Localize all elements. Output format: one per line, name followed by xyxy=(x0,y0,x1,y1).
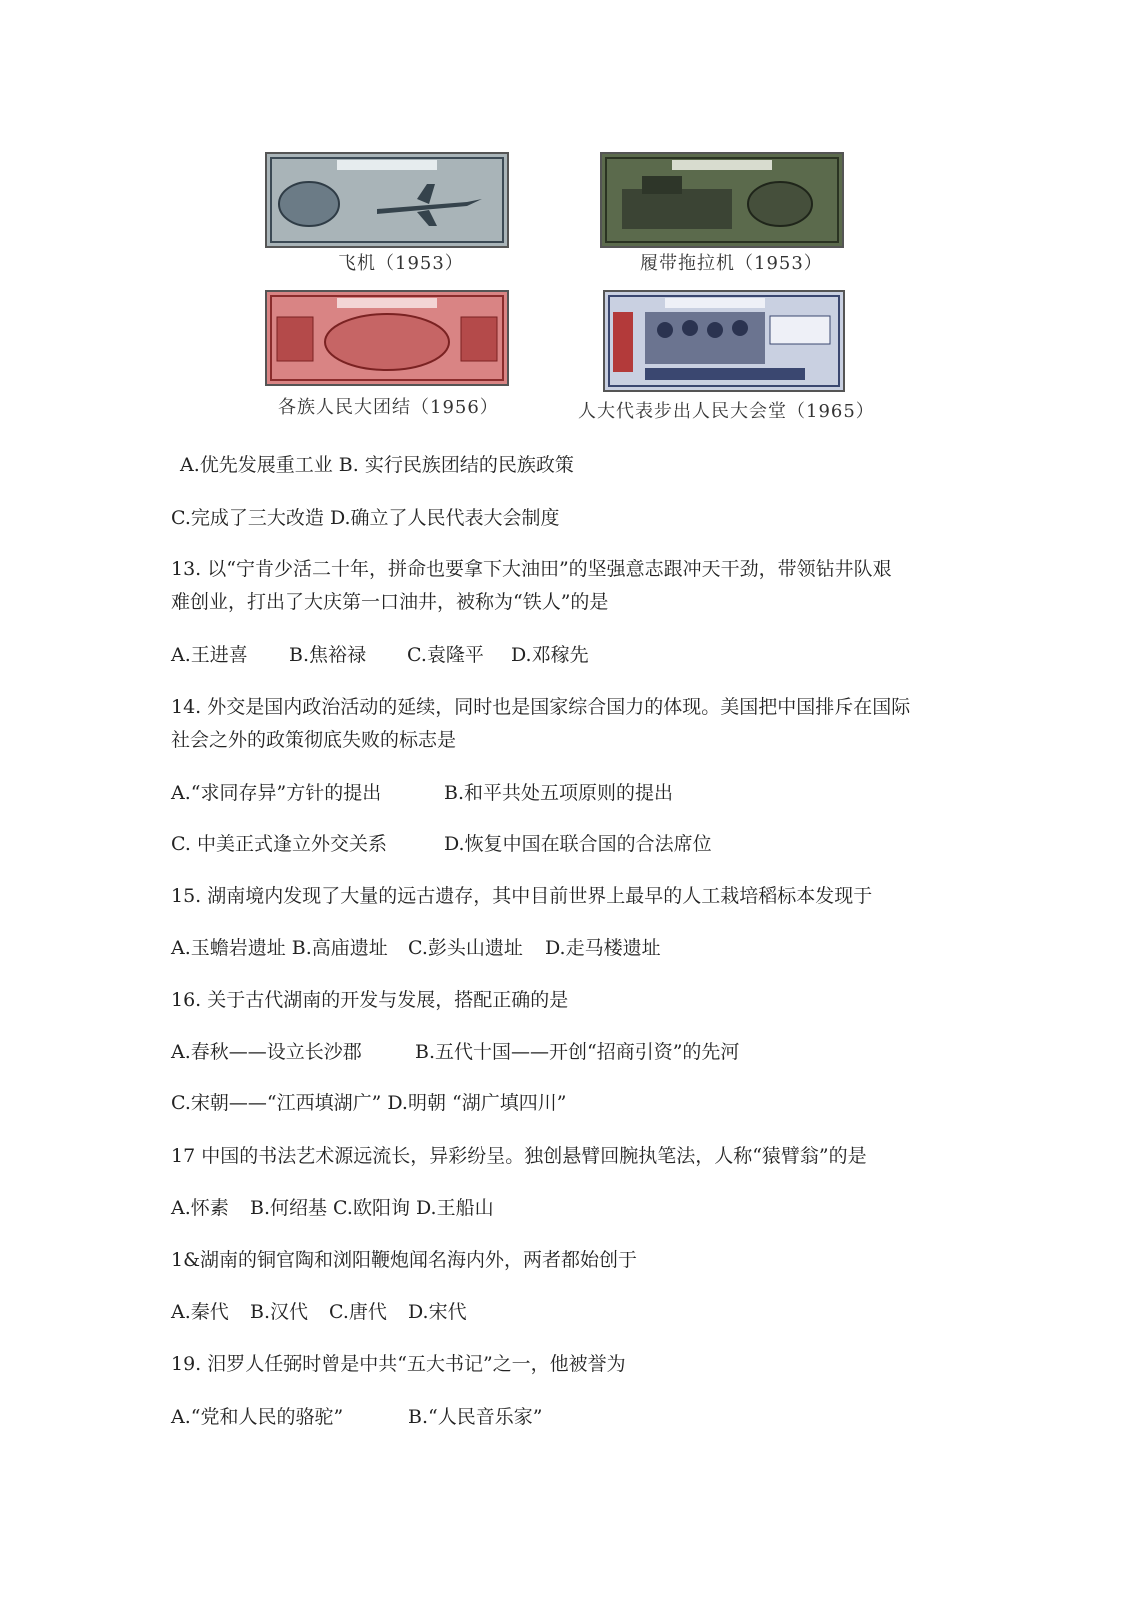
q15-option-ab: A.玉蟾岩遗址 B.高庙遗址 xyxy=(171,937,388,959)
q17-option-a: A.怀素 xyxy=(171,1197,229,1219)
q15-stem: 15. 湖南境内发现了大量的远古遗存，其中目前世界上最早的人工栽培稻标本发现于 xyxy=(171,885,873,907)
q14-options-cd xyxy=(171,829,712,856)
q13-option-b: B.焦裕禄 xyxy=(289,644,367,666)
q16-options-ab xyxy=(171,1037,739,1064)
q17-option-bcd: B.何绍基 C.欧阳询 D.王船山 xyxy=(250,1197,494,1219)
q13-option-c: C.袁隆平 xyxy=(407,644,484,666)
q19-option-a: A.“党和人民的骆驼” xyxy=(171,1406,344,1428)
q18-option-c: C.唐代 xyxy=(329,1301,387,1323)
q14-option-b: B.和平共处五项原则的提出 xyxy=(444,782,674,804)
q14-option-a: A.“求同存异”方针的提出 xyxy=(171,782,382,804)
q15-options xyxy=(171,933,661,960)
q18-option-b: B.汉代 xyxy=(250,1301,309,1323)
q16-stem: 16. 关于古代湖南的开发与发展，搭配正确的是 xyxy=(171,989,569,1011)
q13-stem-line1: 13. 以“宁肯少活二十年，拼命也要拿下大油田”的坚强意志跟冲天干劲，带领钻井队艰 xyxy=(171,558,892,580)
banknote-caption-4: 人大代表步出人民大会堂（1965） xyxy=(578,401,875,422)
q13-options xyxy=(171,640,589,667)
banknote-tractor-image xyxy=(600,152,844,248)
q14-stem-line2: 社会之外的政策彻底失败的标志是 xyxy=(171,729,457,751)
banknote-caption-3: 各族人民大团结（1956） xyxy=(278,397,499,418)
q14-stem-line1: 14. 外交是国内政治活动的延续，同时也是国家综合国力的体现。美国把中国排斥在国际 xyxy=(171,696,911,718)
q13-option-d: D.邓稼先 xyxy=(511,644,589,666)
q16-option-b: B.五代十国——开创“招商引资”的先河 xyxy=(415,1041,740,1063)
q18-stem: 1&湖南的铜官陶和浏阳鞭炮闻名海内外，两者都始创于 xyxy=(171,1249,638,1271)
q19-option-b: B.“人民音乐家” xyxy=(408,1406,543,1428)
banknote-airplane-image xyxy=(265,152,509,248)
q16-options-cd: C.宋朝——“江西填湖广” D.明朝 “湖广填四川” xyxy=(171,1092,567,1114)
q12-options-ab: A.优先发展重工业 B. 实行民族团结的民族政策 xyxy=(180,454,574,476)
q14-option-d: D.恢复中国在联合国的合法席位 xyxy=(444,833,712,855)
q15-option-d: D.走马楼遗址 xyxy=(545,937,661,959)
q14-options-ab xyxy=(171,778,673,805)
q19-options xyxy=(171,1402,542,1429)
q18-option-d: D.宋代 xyxy=(408,1301,467,1323)
banknote-caption-1: 飞机（1953） xyxy=(338,253,464,274)
banknote-unity-image xyxy=(265,290,509,386)
q18-option-a: A.秦代 xyxy=(171,1301,229,1323)
q13-stem-line2: 难创业，打出了大庆第一口油井，被称为“铁人”的是 xyxy=(171,591,609,613)
q13-option-a: A.王进喜 xyxy=(171,644,248,666)
q17-stem: 17 中国的书法艺术源远流长，异彩纷呈。独创悬臂回腕执笔法，人称“猿臂翁”的是 xyxy=(171,1145,867,1167)
q15-option-c: C.彭头山遗址 xyxy=(408,937,523,959)
q17-options xyxy=(171,1193,494,1220)
q16-option-a: A.春秋——设立长沙郡 xyxy=(171,1041,362,1063)
banknote-deputies-image xyxy=(603,290,845,392)
q12-options-cd: C.完成了三大改造 D.确立了人民代表大会制度 xyxy=(171,507,560,529)
q14-option-c: C. 中美正式逢立外交关系 xyxy=(171,833,387,855)
q18-options xyxy=(171,1297,467,1324)
banknote-caption-2: 履带拖拉机（1953） xyxy=(640,253,823,274)
q19-stem: 19. 汨罗人任弼时曾是中共“五大书记”之一，他被誉为 xyxy=(171,1353,626,1375)
